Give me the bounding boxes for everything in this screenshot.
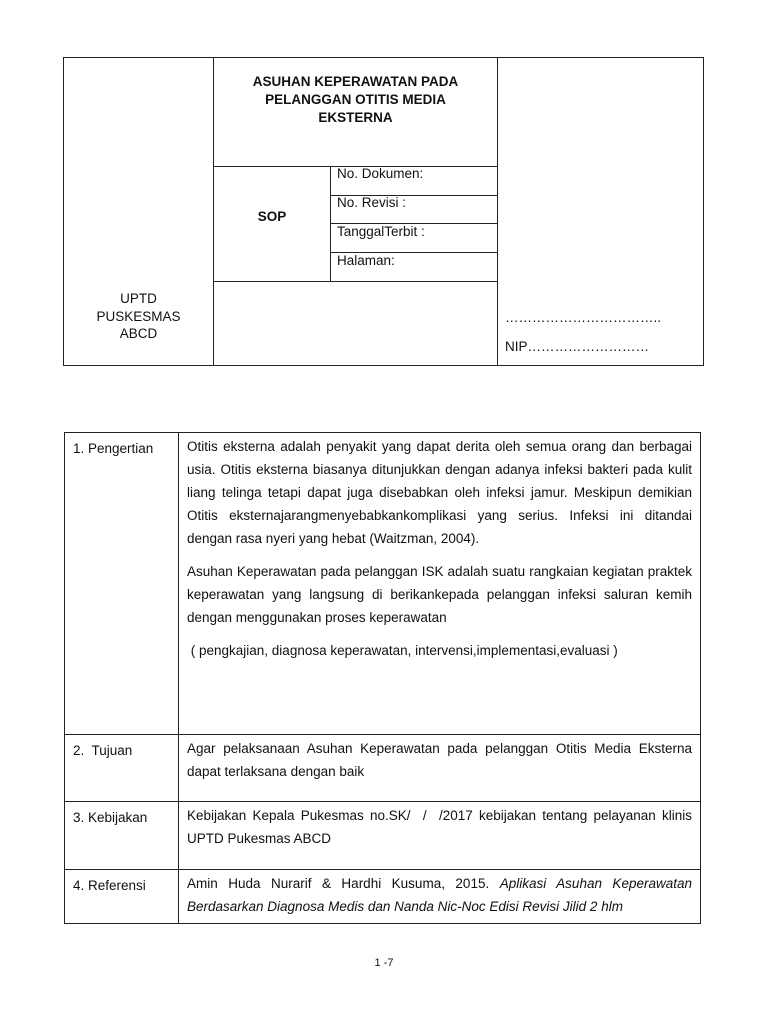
reference-citation <box>187 872 692 918</box>
paragraph: Kebijakan Kepala Pukesmas no.SK/ / /2017 kebijakan tentang pelayanan klinis UPTD Pukesmas ABCD <box>187 808 696 846</box>
sop-label: SOP <box>257 209 287 224</box>
reference-title: Aplikasi Asuhan Keperawatan Berdasarkan Diagnosa Medis dan Nanda Nic-Noc Edisi Revisi Jilid 2 hlm <box>187 876 692 914</box>
doc-number-field: No. Dokumen: <box>337 166 424 181</box>
table-row <box>65 433 701 735</box>
paragraph: Asuhan Keperawatan pada pelanggan ISK adalah suatu rangkaian kegiatan praktek keperawatan yang langsung di berikankepada pelanggan infeksi saluran kemih dengan menggunakan proses keperawatan <box>187 564 692 625</box>
page-number: 1 -7 <box>374 957 394 969</box>
title-line: EKSTERNA <box>318 110 393 125</box>
header-divider <box>214 281 497 282</box>
header-box <box>63 57 704 366</box>
document-title <box>214 73 497 127</box>
section-content <box>179 870 701 924</box>
header-divider <box>497 58 498 365</box>
section-content <box>179 433 701 735</box>
org-line: PUSKESMAS <box>96 308 181 324</box>
page-field: Halaman: <box>337 253 395 268</box>
section-content <box>179 802 701 870</box>
section-content <box>179 735 701 802</box>
reference-authors: Amin Huda Nurarif & Hardhi Kusuma, 2015. <box>187 876 500 891</box>
signature-line: …………………………….. <box>505 310 662 325</box>
org-line: ABCD <box>119 326 158 341</box>
org-line: UPTD <box>120 291 157 306</box>
paragraph: Agar pelaksanaan Asuhan Keperawatan pada pelanggan Otitis Media Eksterna dapat terlaksana dengan baik <box>187 741 692 779</box>
section-label: 4. Referensi <box>65 870 179 924</box>
revision-field: No. Revisi : <box>337 195 407 210</box>
issue-date-field: TanggalTerbit : <box>337 224 425 239</box>
sop-content-table <box>64 432 701 924</box>
table-row <box>65 735 701 802</box>
table-row <box>65 802 701 870</box>
section-label: 3. Kebijakan <box>65 802 179 870</box>
title-line: PELANGGAN OTITIS MEDIA <box>265 92 446 107</box>
table-row <box>65 870 701 924</box>
section-label: 2. Tujuan <box>65 735 179 802</box>
section-label: 1. Pengertian <box>65 433 179 735</box>
paragraph: Otitis eksterna adalah penyakit yang dapat derita oleh semua orang dan berbagai usia. Otitis eksterna biasanya ditunjukkan dengan adanya infeksi bakteri pada kulit liang telinga tetapi dapat juga disebabkan oleh infeksi jamur. Meskipun demikian Otitis eksternajarangmenyebabkankomplikasi yang serius. Infeksi ini ditandai dengan rasa nyeri yang hebat (Waitzman, 2004). <box>187 439 692 546</box>
organization-name <box>64 290 213 343</box>
nip-field: NIP……………………… <box>505 339 650 354</box>
title-line: ASUHAN KEPERAWATAN PADA <box>252 74 459 89</box>
paragraph: ( pengkajian, diagnosa keperawatan, intervensi,implementasi,evaluasi ) <box>187 643 618 658</box>
